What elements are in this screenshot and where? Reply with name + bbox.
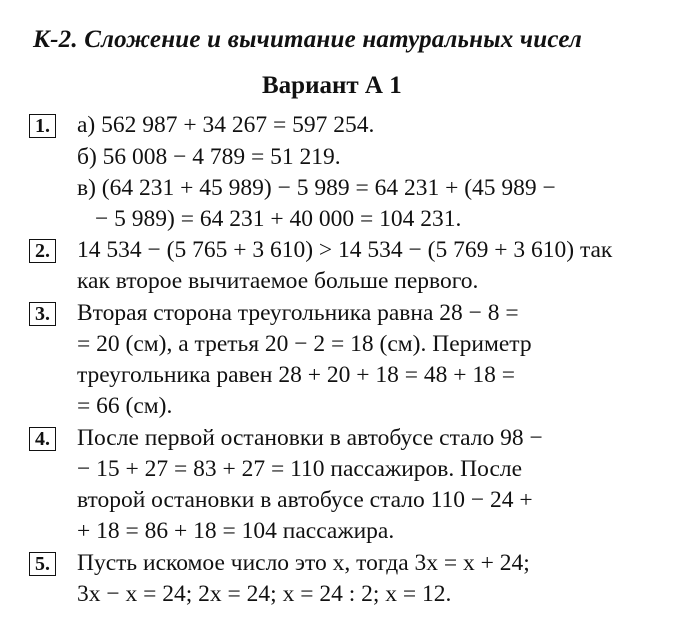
- task-4-line-2: − 15 + 27 = 83 + 27 = 110 пассажиров. После: [77, 456, 523, 482]
- task-number-2: 2.: [29, 239, 56, 263]
- task-3-line-2: = 20 (см), а третья 20 − 2 = 18 (см). Периметр: [77, 331, 532, 357]
- task-1-line-a: а) 562 987 + 34 267 = 597 254.: [77, 112, 375, 138]
- variant-heading: Вариант А 1: [262, 72, 402, 99]
- task-5-line-1: Пусть искомое число это x, тогда 3x = x + 24;: [77, 550, 530, 576]
- task-number-4: 4.: [29, 427, 56, 451]
- task-4-line-1: После первой остановки в автобусе стало 98 −: [77, 425, 543, 451]
- task-3-line-1: Вторая сторона треугольника равна 28 − 8 =: [77, 300, 519, 326]
- task-3-line-3: треугольника равен 28 + 20 + 18 = 48 + 18 =: [77, 362, 516, 388]
- task-number-5: 5.: [29, 552, 56, 576]
- task-1-line-c-cont: − 5 989) = 64 231 + 40 000 = 104 231.: [95, 206, 462, 232]
- task-4-line-3: второй остановки в автобусе стало 110 − 24 +: [77, 487, 533, 513]
- task-2-line-2: как второе вычитаемое больше первого.: [77, 268, 479, 294]
- task-1-line-c: в) (64 231 + 45 989) − 5 989 = 64 231 + (45 989 −: [77, 175, 556, 201]
- task-2-line-1: 14 534 − (5 765 + 3 610) > 14 534 − (5 769 + 3 610) так: [77, 237, 613, 263]
- task-5-line-2: 3x − x = 24; 2x = 24; x = 24 : 2; x = 12.: [77, 581, 452, 607]
- task-1-line-b: б) 56 008 − 4 789 = 51 219.: [77, 144, 341, 170]
- task-number-3: 3.: [29, 302, 56, 326]
- page-title: К-2. Сложение и вычитание натуральных чисел: [33, 26, 583, 53]
- task-3-line-4: = 66 (см).: [77, 393, 173, 419]
- task-4-line-4: + 18 = 86 + 18 = 104 пассажира.: [77, 518, 395, 544]
- task-number-1: 1.: [29, 114, 56, 138]
